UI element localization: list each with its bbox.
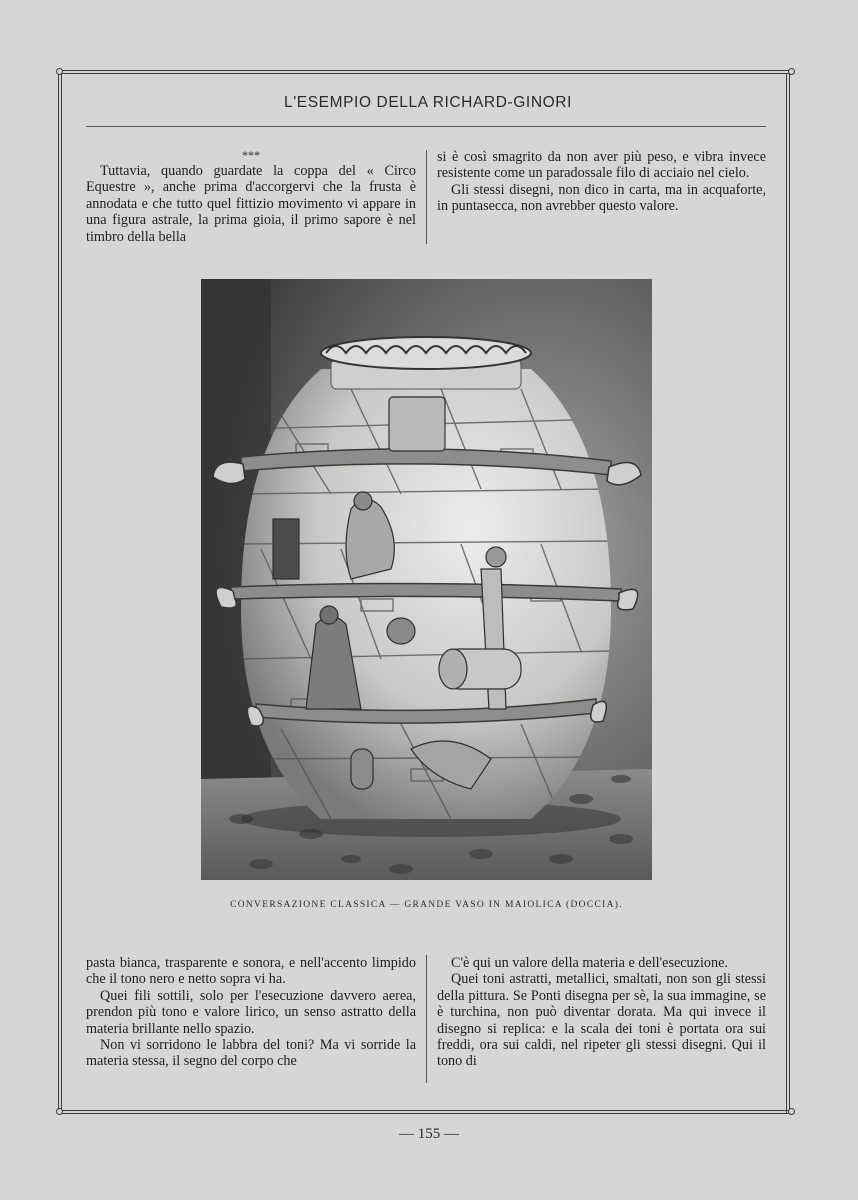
- column-divider: [426, 150, 427, 244]
- bottom-left-column: [86, 955, 416, 1070]
- paragraph: si è così smagrito da non aver più peso, e vibra invece resistente come un paradossale filo di acciaio nel cielo.: [437, 149, 766, 182]
- section-break: ***: [242, 148, 260, 162]
- frame-top-rule: [62, 70, 790, 74]
- top-right-column: [437, 149, 766, 215]
- column-divider: [426, 955, 427, 1083]
- frame-right-rule: [786, 74, 790, 1114]
- vase-photograph: [201, 279, 652, 880]
- frame-corner-ornament: [788, 1108, 795, 1115]
- frame-left-rule: [58, 74, 62, 1114]
- frame-corner-ornament: [56, 1108, 63, 1115]
- paragraph: Quei toni astratti, metallici, smaltati, non son gli stessi della pittura. Se Ponti disegna per sè, la sua immagine, se è turchina, non può diventar dorata. Ma qui invece il disegno si replica: e la scala dei toni è portata ora sui freddi, ora sui caldi, nel ripeter gli stessi disegni. Qui il tono di: [437, 971, 766, 1070]
- running-head: L'ESEMPIO DELLA RICHARD-GINORI: [284, 94, 572, 111]
- figure-caption: CONVERSAZIONE CLASSICA — GRANDE VASO IN MAIOLICA (DOCCIA).: [230, 900, 623, 910]
- paragraph: C'è qui un valore della materia e dell'esecuzione.: [451, 955, 728, 971]
- paragraph: Gli stessi disegni, non dico in carta, ma in acquaforte, in puntasecca, non avrebber questo valore.: [437, 181, 766, 215]
- bottom-right-column: [437, 955, 766, 1070]
- top-left-column: [86, 149, 416, 245]
- frame-corner-ornament: [788, 68, 795, 75]
- page-number: — 155 —: [399, 1126, 459, 1142]
- paragraph: Tuttavia, quando guardate la coppa del « Circo Equestre », anche prima d'accorgervi che la frusta è annodata e che tutto quel fittizio movimento vi appare in una figura astrale, la prima gioia, il primo sapore è nel timbro della bella: [86, 163, 416, 245]
- paragraph: pasta bianca, trasparente e sonora, e nell'accento limpido che il tono nero e netto sopra vi ha.: [86, 955, 416, 988]
- frame-corner-ornament: [56, 68, 63, 75]
- running-head-rule: [86, 126, 766, 127]
- frame-bottom-rule: [62, 1110, 790, 1114]
- paragraph: Non vi sorridono le labbra del toni? Ma vi sorride la materia stessa, il segno del corpo che: [86, 1037, 416, 1070]
- paragraph: Quei fili sottili, solo per l'esecuzione davvero aerea, prendon più tono e valore lirico, un senso astratto della materia brillante nello spazio.: [86, 987, 416, 1037]
